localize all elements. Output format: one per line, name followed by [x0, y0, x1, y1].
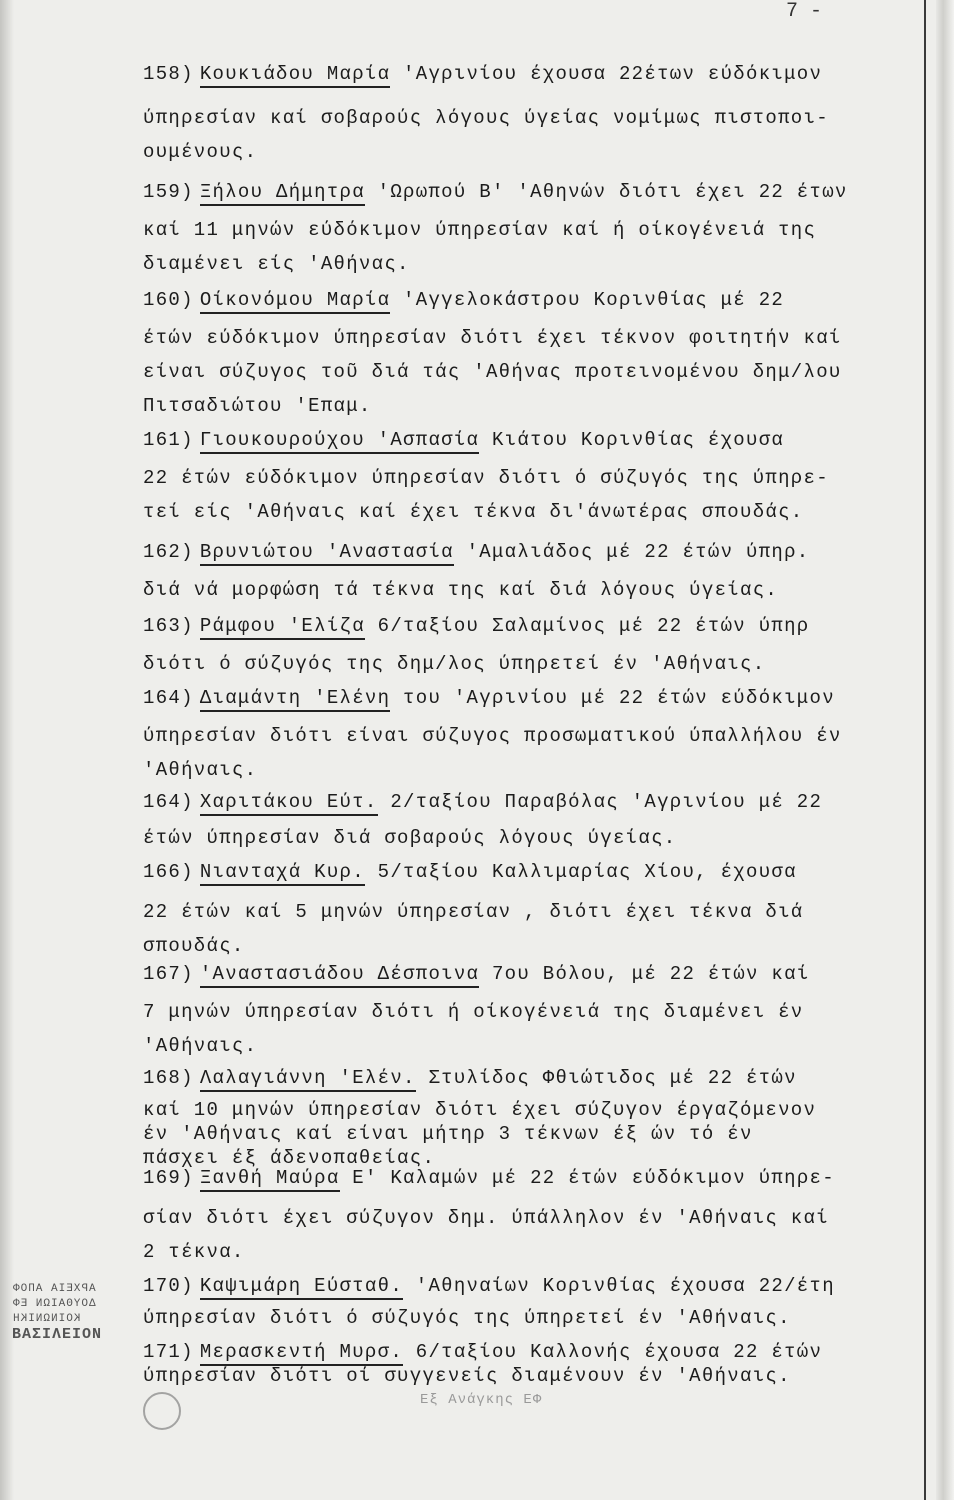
entry-rest: του 'Αγρινίου μέ 22 έτών εύδόκιμον	[403, 687, 835, 709]
stamp-line: ΚΟΙΝΩΝΙΚΗ	[12, 1313, 81, 1325]
entry-rest: 6/ταξίου Σαλαμίνος μέ 22 έτών ύπηρ	[377, 615, 810, 637]
entry-number: 161)	[143, 429, 194, 451]
entry-rest: 'Ωρωπού Β' 'Αθηνών διότι έχει 22 έτων	[377, 181, 848, 203]
entry-number: 171)	[143, 1341, 194, 1363]
entry-name: 'Αναστασιάδου Δέσποινα	[200, 963, 479, 988]
entry-line: ουμένους.	[143, 141, 258, 163]
entry-number: 160)	[143, 289, 194, 311]
entry-line: ύπηρεσίαν διότι ό σύζυγός της ύπηρετεί έν 'Αθήναις.	[143, 1307, 791, 1329]
entry-line: 7 μηνών ύπηρεσίαν διότι ή οίκογένειά της διαμένει έν	[143, 1001, 804, 1023]
entry-rest: 5/ταξίου Καλλιμαρίας Χίου, έχουσα	[377, 861, 797, 883]
entry-name: Καψιμάρη Εύσταθ.	[200, 1275, 403, 1300]
entry-number: 166)	[143, 861, 194, 883]
entry-rest: 7ου Βόλου, μέ 22 έτών καί	[491, 963, 810, 985]
entry-rest: Κιάτου Κορινθίας έχουσα	[491, 429, 785, 451]
entry-name: Οίκονόμου Μαρία	[200, 289, 391, 314]
entry-number: 170)	[143, 1275, 194, 1297]
entry-number: 162)	[143, 541, 194, 563]
entry-line: διά νά μορφώση τά τέκνα της καί διά λόγους ύγείας.	[143, 579, 779, 601]
entry-rest: 'Αγγελοκάστρου Κορινθίας μέ 22	[403, 289, 785, 311]
entry-line: ύπηρεσίαν καί σοβαρούς λόγους ύγείας νομίμως πιστοποι-	[143, 107, 829, 129]
entry-rest: Στυλίδος Φθιώτιδος μέ 22 έτών	[428, 1067, 797, 1089]
entry-name: Γιουκουρούχου 'Ασπασία	[200, 429, 479, 454]
stamp-bold: ΒΑΣΙΛΕΙΟΝ	[12, 1326, 103, 1343]
entry-line: καί 10 μηνών ύπηρεσίαν διότι έχει σύζυγον έργαζόμενον	[143, 1099, 817, 1121]
entry-number: 159)	[143, 181, 194, 203]
entry-head	[143, 860, 933, 884]
entry-head	[143, 62, 933, 86]
entry-rest: 'Αμαλιάδος μέ 22 έτών ύπηρ.	[466, 541, 810, 563]
entry-head	[143, 428, 933, 452]
entry-head	[143, 1274, 933, 1298]
page-corner-mark: 7 -	[786, 0, 823, 23]
entry-number: 158)	[143, 63, 194, 85]
stamp-line: ΔΟΥΘΑΙΩΝ ΕΦ	[12, 1298, 96, 1310]
entry-line: 22 έτών καί 5 μηνών ύπηρεσίαν , διότι έχει τέκνα διά	[143, 901, 804, 923]
entry-name: Λαλαγιάννη 'Ελέν.	[200, 1067, 416, 1092]
entry-line: σπουδάς.	[143, 935, 245, 957]
entry-name: Ξανθή Μαύρα	[200, 1167, 340, 1192]
entry-head	[143, 180, 933, 204]
entry-name: Ράμφου 'Ελίζα	[200, 615, 365, 640]
entry-head	[143, 962, 933, 986]
entry-line: σίαν διότι έχει σύζυγον δημ. ύπάλληλον έν 'Αθήναις καί	[143, 1207, 829, 1229]
entry-number: 168)	[143, 1067, 194, 1089]
entry-line: καί 11 μηνών εύδόκιμον ύπηρεσίαν καί ή οίκογένειά της	[143, 219, 817, 241]
entry-head	[143, 790, 933, 814]
entry-line: ύπηρεσίαν διότι οί συγγενείς διαμένουν έν 'Αθήναις.	[143, 1365, 791, 1387]
entry-head	[143, 540, 933, 564]
entry-line: διότι ό σύζυγός της δημ/λος ύπηρετεί έν 'Αθήναις.	[143, 653, 766, 675]
entry-name: Χαριτάκου Εύτ.	[200, 791, 378, 816]
entry-rest: Ε' Καλαμών μέ 22 έτών εύδόκιμον ύπηρε-	[352, 1167, 835, 1189]
entry-line: 'Αθήναις.	[143, 1035, 258, 1057]
entry-line: διαμένει είς 'Αθήνας.	[143, 253, 410, 275]
entry-rest: 'Αθηναίων Κορινθίας έχουσα 22/έτη	[415, 1275, 835, 1297]
entry-name: Διαμάντη 'Ελένη	[200, 687, 391, 712]
entry-name: Βρυνιώτου 'Αναστασία	[200, 541, 454, 566]
entry-name: Ξήλου Δήμητρα	[200, 181, 365, 206]
entry-head	[143, 686, 933, 710]
entry-line: έν 'Αθήναις καί είναι μήτηρ 3 τέκνων έξ ών τό έν	[143, 1123, 753, 1145]
stamp-line: ΑΡΧΕΙΑ ΑΠΟΦ	[12, 1283, 96, 1295]
entry-line: έτών ύπηρεσίαν διά σοβαρούς λόγους ύγείας.	[143, 827, 677, 849]
entry-line: 'Αθήναις.	[143, 759, 258, 781]
entry-line: 22 έτών εύδόκιμον ύπηρεσίαν διότι ό σύζυγός της ύπηρε-	[143, 467, 829, 489]
entry-head	[143, 1166, 933, 1190]
entry-line: είναι σύζυγος τοῦ διά τάς 'Αθήνας προτεινομένου δημ/λου	[143, 361, 842, 383]
entry-head	[143, 1066, 933, 1090]
entry-head	[143, 1340, 933, 1364]
entry-name: Κουκιάδου Μαρία	[200, 63, 391, 88]
entry-line: πάσχει έξ άδενοπαθείας.	[143, 1147, 436, 1169]
entry-line: Πιτσαδιώτου 'Επαμ.	[143, 395, 372, 417]
entry-number: 164)	[143, 791, 194, 813]
entry-line: ύπηρεσίαν διότι είναι σύζυγος προσωματικού ύπαλλήλου έν	[143, 725, 842, 747]
entry-rest: 2/ταξίου Παραβόλας 'Αγρινίου μέ 22	[390, 791, 823, 813]
entry-head	[143, 288, 933, 312]
entry-name: Μερασκεντή Μυρσ.	[200, 1341, 403, 1366]
entry-head	[143, 614, 933, 638]
entry-rest: 6/ταξίου Καλλονής έχουσα 22 έτών	[415, 1341, 823, 1363]
entry-line: έτών εύδόκιμον ύπηρεσίαν διότι έχει τέκνον φοιτητήν καί	[143, 327, 842, 349]
bleed-through-text: Εξ Ανάγκης ΕΦ	[420, 1392, 543, 1408]
entry-number: 167)	[143, 963, 194, 985]
entry-line: 2 τέκνα.	[143, 1241, 245, 1263]
entry-name: Νιανταχά Κυρ.	[200, 861, 365, 886]
entry-line: τεί είς 'Αθήναις καί έχει τέκνα δι'άνωτέρας σπουδάς.	[143, 501, 804, 523]
entry-number: 163)	[143, 615, 194, 637]
entry-number: 164)	[143, 687, 194, 709]
entry-rest: 'Αγρινίου έχουσα 22έτων εύδόκιμον	[403, 63, 823, 85]
entry-number: 169)	[143, 1167, 194, 1189]
